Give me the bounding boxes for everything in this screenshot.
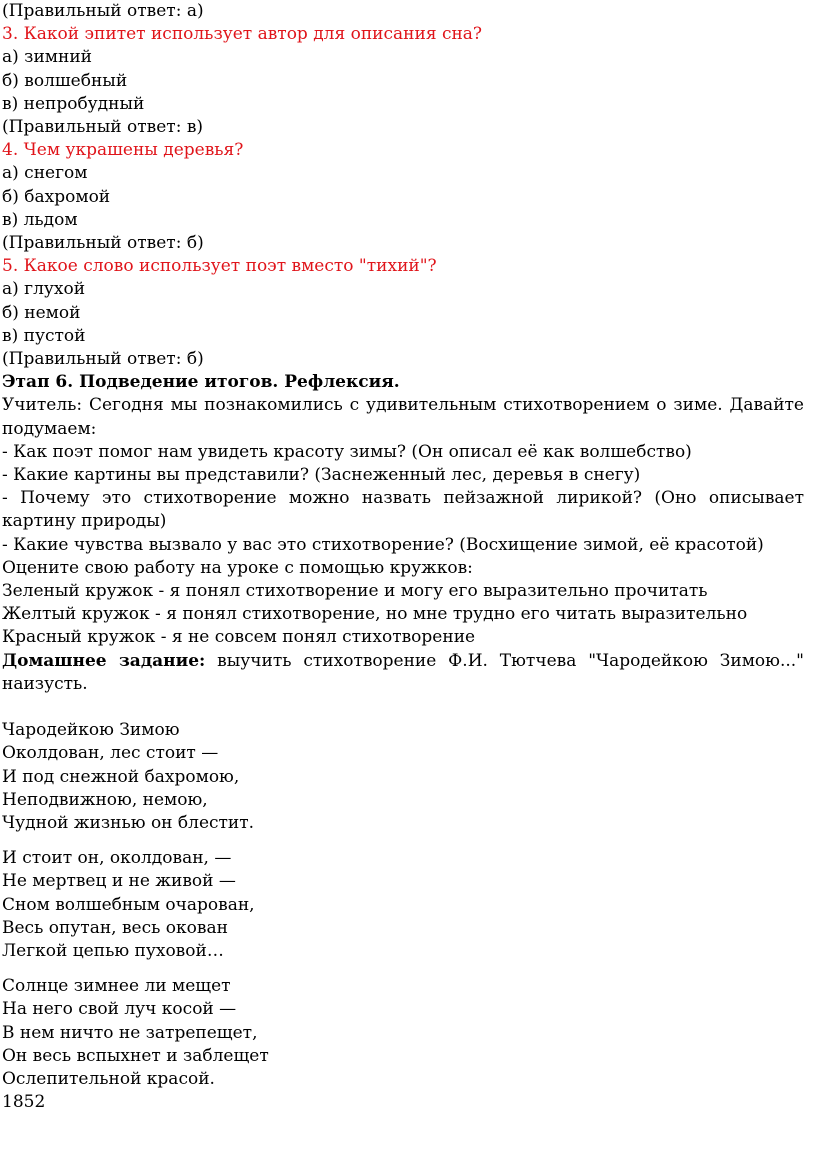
poem-line: Чародейкою Зимою [2,720,180,741]
homework-label: Домашнее задание: [2,650,206,671]
poem-stanza-1 [2,719,804,835]
q4-option-b: б) бахромой [2,186,111,207]
question-4: 4. Чем украшены деревья? [2,140,244,161]
poem-line: Сном волшебным очарован, [2,894,255,915]
spacer [2,696,804,719]
yellow-circle-item: Желтый кружок - я понял стихотворение, но мне трудно его читать выразительно [2,604,748,625]
spacer [2,835,804,847]
question-3: 3. Какой эпитет использует автор для описания сна? [2,24,483,45]
poem-line: На него свой луч косой — [2,999,237,1020]
q3-option-a: а) зимний [2,47,92,68]
poem-year: 1852 [2,1092,46,1113]
reflection-question-3: - Почему это стихотворение можно назвать пейзажной лирикой? (Оно описывает картину природы) [2,488,804,532]
poem-line: Он весь вспыхнет и заблещет [2,1045,269,1066]
red-circle-item: Красный кружок - я не совсем понял стихотворение [2,627,476,648]
poem-line: И стоит он, околдован, — [2,848,232,869]
poem-line: Неподвижною, немою, [2,789,208,810]
poem-line: Ослепительной красой. [2,1068,215,1089]
poem-line: Весь опутан, весь окован [2,917,228,938]
poem-line: И под снежной бахромою, [2,766,240,787]
reflection-question-2: - Какие картины вы представили? (Заснеженный лес, деревья в снегу) [2,465,641,486]
teacher-text: Учитель: Сегодня мы познакомились с удивительным стихотворением о зиме. Давайте подумаем: [2,395,804,439]
q3-option-c: в) непробудный [2,93,145,114]
q5-option-a: а) глухой [2,279,86,300]
stage6-heading: Этап 6. Подведение итогов. Рефлексия. [2,372,400,393]
poem-stanza-2 [2,847,804,963]
poem-line: Не мертвец и не живой — [2,871,236,892]
reflection-question-1: - Как поэт помог нам увидеть красоту зимы? (Он описал её как волшебство) [2,441,692,462]
evaluate-intro: Оцените свою работу на уроке с помощью кружков: [2,557,473,578]
spacer [2,963,804,975]
reflection-question-4: - Какие чувства вызвало у вас это стихотворение? (Восхищение зимой, её красотой) [2,534,764,555]
poem-stanza-3 [2,975,804,1091]
poem-line: Чудной жизнью он блестит. [2,812,255,833]
answer-q3: (Правильный ответ: в) [2,117,204,138]
question-5: 5. Какое слово использует поэт вместо "тихий"? [2,256,437,277]
poem-line: Легкой цепью пуховой… [2,940,224,961]
q4-option-c: в) льдом [2,209,78,230]
poem-line: Околдован, лес стоит — [2,743,219,764]
q4-option-a: а) снегом [2,163,88,184]
poem-line: В нем ничто не затрепещет, [2,1022,258,1043]
green-circle-item: Зеленый кружок - я понял стихотворение и могу его выразительно прочитать [2,581,708,602]
homework-paragraph [2,650,804,696]
answer-q5: (Правильный ответ: б) [2,349,204,370]
answer-q2: (Правильный ответ: а) [2,1,204,21]
q3-option-b: б) волшебный [2,70,128,91]
q5-option-b: б) немой [2,302,81,323]
answer-q4: (Правильный ответ: б) [2,233,204,254]
poem-line: Солнце зимнее ли мещет [2,976,231,997]
q5-option-c: в) пустой [2,325,86,346]
homework-text: выучить стихотворение Ф.И. Тютчева "Чародейкою Зимою..." наизусть. [2,650,804,694]
